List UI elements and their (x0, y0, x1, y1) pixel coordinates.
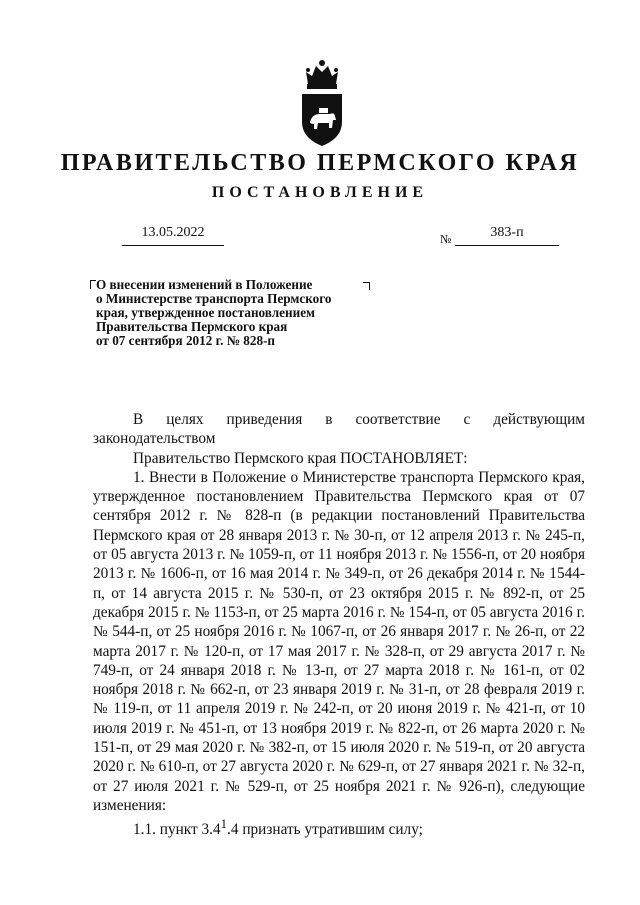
subject-line: о Министерстве транспорта Пермского (96, 291, 332, 306)
government-title: ПРАВИТЕЛЬСТВО ПЕРМСКОГО КРАЯ (60, 150, 580, 176)
date-underline (122, 245, 224, 246)
number-field (455, 224, 559, 246)
item-1-1-superscript: 1 (220, 817, 228, 832)
number-prefix: № (440, 232, 452, 246)
coat-of-arms-icon (294, 58, 350, 148)
subject-line: О внесении изменений в Положение (96, 277, 313, 292)
document-date: 13.05.2022 (141, 225, 205, 240)
document-number: 383-п (490, 225, 524, 240)
document-body (93, 410, 585, 840)
item-1-1-text-before: 1.1. пункт 3.4 (133, 821, 221, 839)
item-1-1-paragraph (93, 815, 585, 839)
document-subject (96, 278, 396, 348)
date-field (122, 224, 224, 246)
subject-line: от 07 сентября 2012 г. № 828-п (96, 333, 276, 348)
subject-line: края, утвержденное постановлением (96, 305, 316, 320)
item-1-1-text-after: .4 признать утратившим силу; (227, 821, 423, 839)
resolution-paragraph: Правительство Пермского края ПОСТАНОВЛЯЕТ: (133, 449, 468, 467)
preamble-paragraph: В целях приведения в соответствие с действующим законодательством (93, 411, 585, 448)
item-1-paragraph: 1. Внести в Положение о Министерстве транспорта Пермского края, утвержденное постановлением Правительства Пермского края от 07 сентября 2012 г. № 828-п (в редакции постановлений Правительства Пермского края от 28 января 2013 г. № 30-п, от 12 апреля 2013 г. № 245-п, от 05 августа 2013 г. № 1059-п, от 11 ноября 2013 г. № 1556-п, от 20 ноября 2013 г. № 1606-п, от 16 мая 2014 г. № 349-п, от 26 декабря 2014 г. № 1544-п, от 14 августа 2015 г. № 530-п, от 23 октября 2015 г. № 892-п, от 25 декабря 2015 г. № 1153-п, от 25 марта 2016 г. № 154-п, от 05 августа 2016 г. № 544-п, от 25 ноября 2016 г. № 1067-п, от 26 января 2017 г. № 26-п, от 22 марта 2017 г. № 120-п, от 17 мая 2017 г. № 328-п, от 29 августа 2017 г. № 749-п, от 24 января 2018 г. № 13-п, от 27 марта 2018 г. № 161-п, от 02 ноября 2018 г. № 662-п, от 23 января 2019 г. № 31-п, от 28 февраля 2019 г. № 119-п, от 11 апреля 2019 г. № 242-п, от 20 июня 2019 г. № 421-п, от 10 июля 2019 г. № 451-п, от 13 ноября 2019 г. № 822-п, от 26 марта 2020 г. № 151-п, от 29 мая 2020 г. № 382-п, от 15 июля 2020 г. № 519-п, от 20 августа 2020 г. № 610-п, от 27 августа 2020 г. № 629-п, от 27 января 2021 г. № 32-п, от 27 июля 2021 г. № 529-п, от 25 ноября 2021 г. № 926-п), следующие изменения: (93, 468, 585, 814)
document-type: ПОСТАНОВЛЕНИЕ (211, 184, 429, 201)
subject-line: Правительства Пермского края (96, 319, 288, 334)
number-underline (455, 245, 559, 246)
